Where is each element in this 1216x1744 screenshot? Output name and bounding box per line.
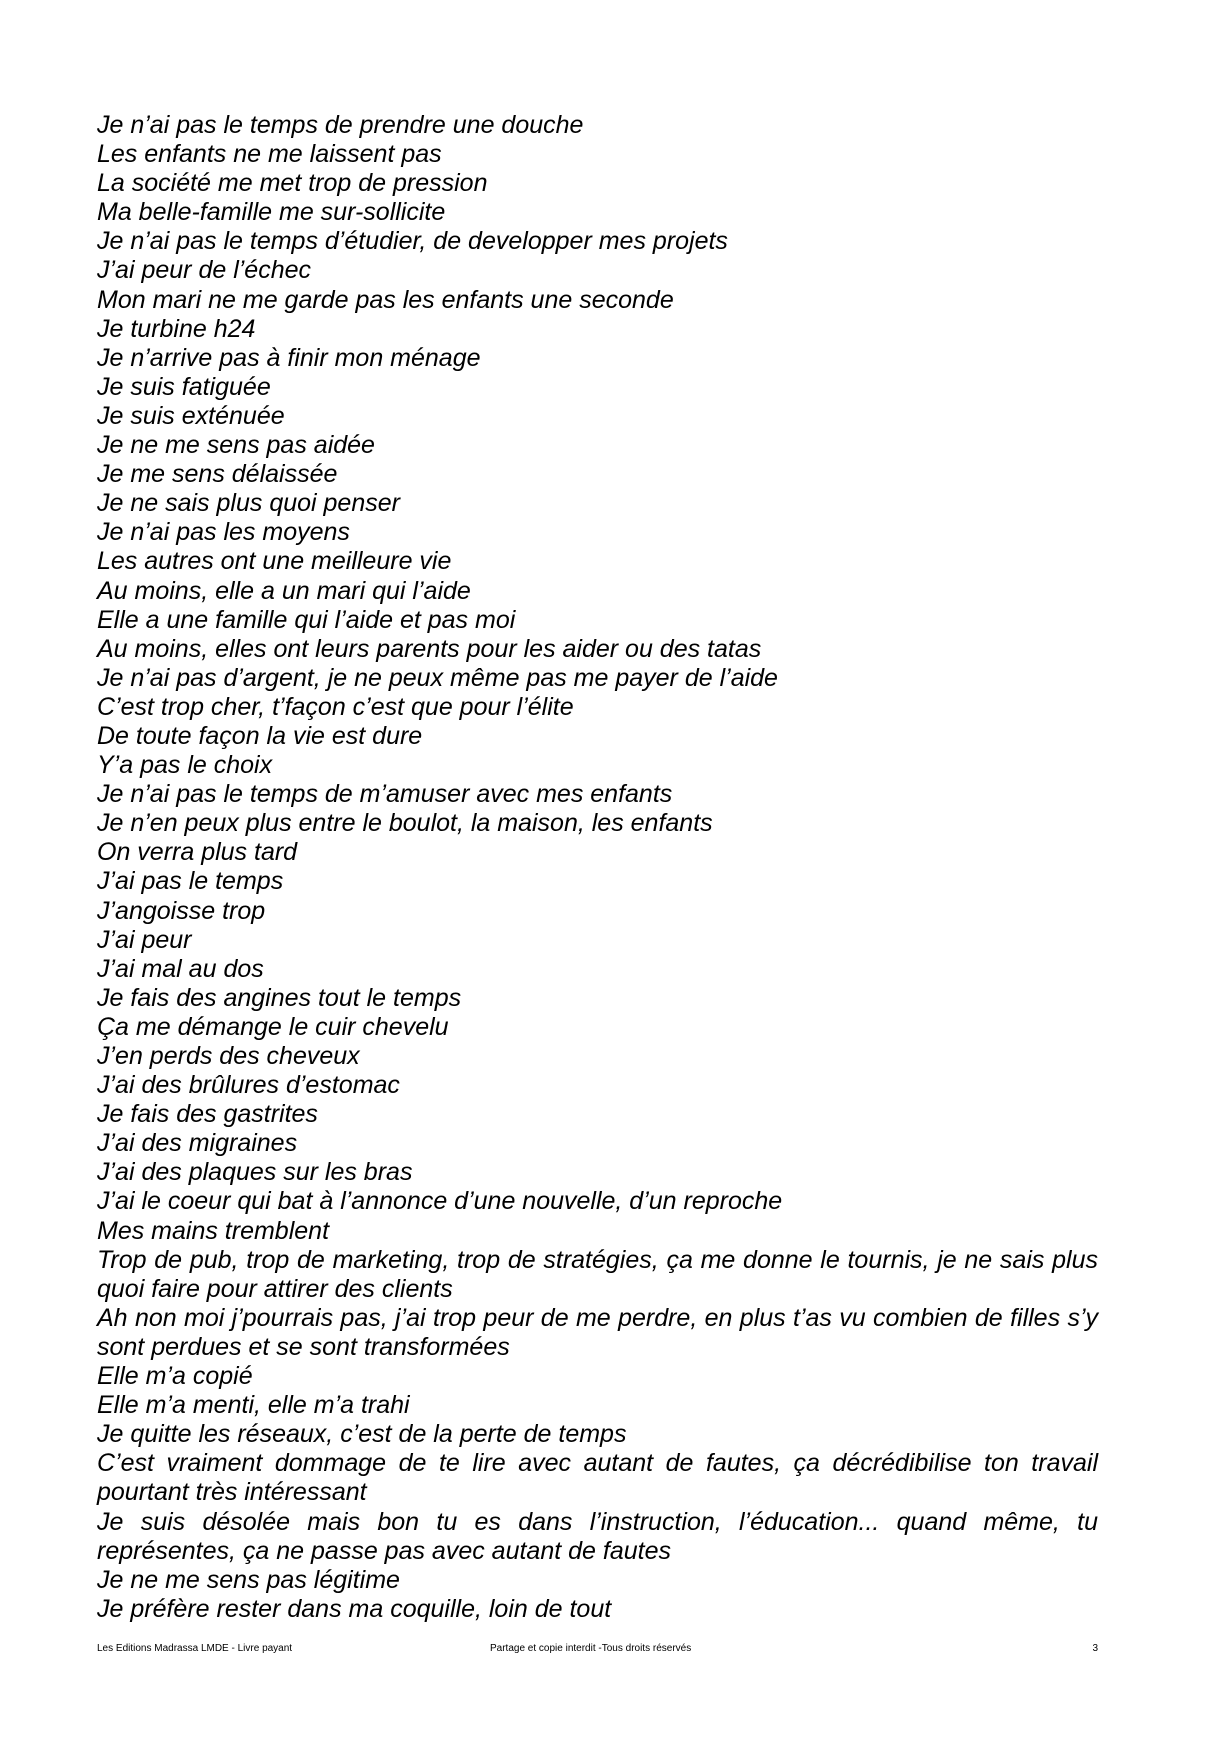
- page-number: 3: [1092, 1643, 1098, 1654]
- text-line: Je ne sais plus quoi penser: [97, 489, 400, 518]
- text-line: Je n’ai pas le temps de prendre une douche: [97, 111, 584, 139]
- text-line: Je n’arrive pas à finir mon ménage: [97, 343, 481, 372]
- text-line: J’ai pas le temps: [97, 867, 284, 896]
- text-line: Je ne me sens pas légitime: [97, 1565, 400, 1594]
- text-line: Je n’ai pas d’argent, je ne peux même pas me payer de l’aide: [97, 663, 778, 692]
- text-line: Je me sens délaissée: [97, 460, 338, 489]
- text-line: Ah non moi j’pourrais pas, j’ai trop peur de me perdre, en plus t’as vu combien de filles s’y sont perdues et se sont transformées: [97, 1303, 1098, 1361]
- text-line: De toute façon la vie est dure: [97, 721, 423, 750]
- text-line: Je fais des gastrites: [97, 1100, 318, 1129]
- text-line: Je n’ai pas les moyens: [97, 518, 350, 547]
- body-text: [97, 111, 1098, 1624]
- text-line: J’angoisse trop: [97, 896, 266, 925]
- text-line: Les autres ont une meilleure vie: [97, 547, 452, 576]
- text-line: J’ai mal au dos: [97, 954, 264, 983]
- text-line: Je n’ai pas le temps d’étudier, de developper mes projets: [97, 227, 728, 256]
- text-line: Elle a une famille qui l’aide et pas moi: [97, 605, 516, 634]
- text-line: Mes mains tremblent: [97, 1216, 330, 1245]
- text-line: J’ai des brûlures d’estomac: [97, 1071, 400, 1100]
- text-line: Ça me démange le cuir chevelu: [97, 1012, 449, 1041]
- text-line: Mon mari ne me garde pas les enfants une seconde: [97, 285, 674, 314]
- text-line: J’en perds des cheveux: [97, 1042, 360, 1070]
- text-line: Je n’en peux plus entre le boulot, la maison, les enfants: [97, 809, 713, 838]
- text-line: C’est vraiment dommage de te lire avec autant de fautes, ça décrédibilise ton travail pourtant très intéressant: [97, 1449, 1098, 1507]
- text-line: Elle m’a copié: [97, 1362, 253, 1391]
- text-line: Y’a pas le choix: [97, 751, 273, 780]
- text-line: C’est trop cher, t’façon c’est que pour l’élite: [97, 692, 574, 721]
- text-line: J’ai peur: [97, 925, 192, 954]
- text-line: Je n’ai pas le temps de m’amuser avec mes enfants: [97, 780, 673, 809]
- text-line: Je turbine h24: [97, 314, 256, 343]
- text-line: Au moins, elle a un mari qui l’aide: [97, 576, 471, 605]
- text-line: Elle m’a menti, elle m’a trahi: [97, 1391, 410, 1420]
- text-line: J’ai des plaques sur les bras: [97, 1158, 413, 1187]
- text-line: Je quitte les réseaux, c’est de la perte de temps: [97, 1420, 627, 1449]
- footer-copyright-notice: Partage et copie interdit -Tous droits réservés: [490, 1643, 692, 1654]
- text-line: J’ai le coeur qui bat à l’annonce d’une nouvelle, d’un reproche: [97, 1187, 783, 1216]
- footer-publisher: Les Editions Madrassa LMDE - Livre payant: [97, 1643, 293, 1654]
- text-line: Au moins, elles ont leurs parents pour les aider ou des tatas: [97, 634, 762, 663]
- text-line: Je suis fatiguée: [97, 372, 271, 401]
- text-line: Trop de pub, trop de marketing, trop de stratégies, ça me donne le tournis, je ne sais plus quoi faire pour attirer des clients: [97, 1245, 1098, 1303]
- text-line: J’ai peur de l’échec: [97, 256, 312, 285]
- text-line: Ma belle-famille me sur-sollicite: [97, 198, 446, 227]
- text-line: Je préfère rester dans ma coquille, loin de tout: [97, 1594, 612, 1623]
- text-line: Je ne me sens pas aidée: [97, 431, 375, 460]
- text-line: On verra plus tard: [97, 838, 298, 867]
- text-line: J’ai des migraines: [97, 1129, 298, 1158]
- text-line: Je suis exténuée: [97, 401, 285, 430]
- text-line: Je suis désolée mais bon tu es dans l’instruction, l’éducation... quand même, tu représentes, ça ne passe pas avec autant de fautes: [97, 1507, 1098, 1565]
- text-line: La société me met trop de pression: [97, 169, 488, 198]
- text-line: Les enfants ne me laissent pas: [97, 140, 442, 169]
- text-line: Je fais des angines tout le temps: [97, 983, 462, 1012]
